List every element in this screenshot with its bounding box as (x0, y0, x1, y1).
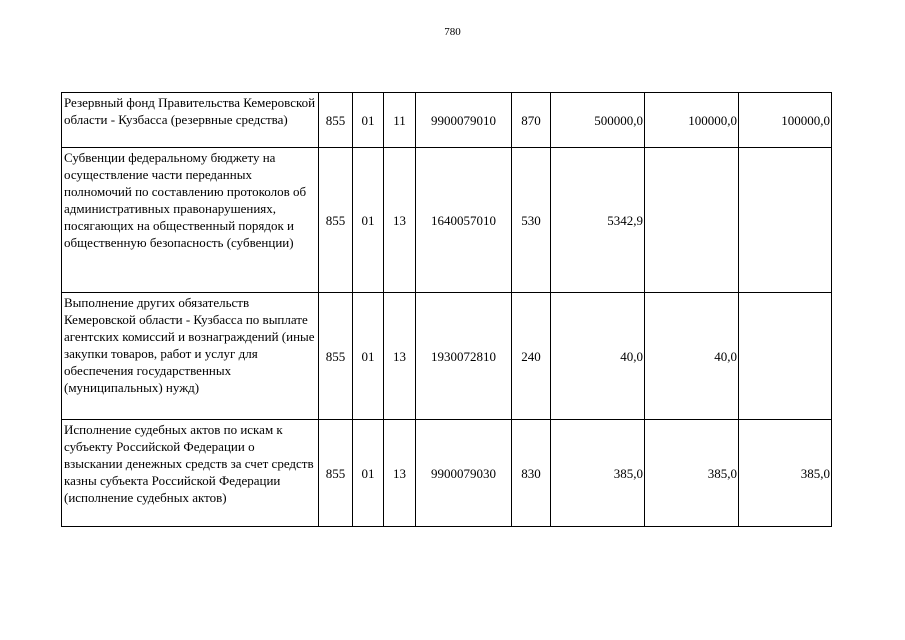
item-name-cell: Исполнение судебных актов по искам к субъекту Российской Федерации о взыскании денежных средств за счет средств казны субъекта Российской Федерации (исполнение судебных актов) (62, 420, 319, 527)
table-row (62, 420, 832, 527)
item-name-cell: Резервный фонд Правительства Кемеровской области - Кузбасса (резервные средства) (62, 93, 319, 148)
amount-cell-3: 100000,0 (739, 93, 832, 148)
amount-cell-3 (739, 293, 832, 420)
table-row (62, 148, 832, 293)
target-code-cell: 9900079010 (416, 93, 512, 148)
expense-type-cell: 870 (512, 93, 551, 148)
admin-code-cell: 855 (319, 148, 353, 293)
section-code-cell: 01 (353, 93, 384, 148)
admin-code-cell: 855 (319, 93, 353, 148)
amount-cell-1: 5342,9 (551, 148, 645, 293)
target-code-cell: 9900079030 (416, 420, 512, 527)
target-code-cell: 1640057010 (416, 148, 512, 293)
target-code-cell: 1930072810 (416, 293, 512, 420)
expense-type-cell: 530 (512, 148, 551, 293)
subsection-code-cell: 13 (384, 293, 416, 420)
section-code-cell: 01 (353, 420, 384, 527)
amount-cell-1: 40,0 (551, 293, 645, 420)
amount-cell-2: 385,0 (645, 420, 739, 527)
section-code-cell: 01 (353, 293, 384, 420)
expense-type-cell: 830 (512, 420, 551, 527)
table-row (62, 293, 832, 420)
table-row (62, 93, 832, 148)
amount-cell-2: 40,0 (645, 293, 739, 420)
amount-cell-2 (645, 148, 739, 293)
expense-type-cell: 240 (512, 293, 551, 420)
amount-cell-1: 500000,0 (551, 93, 645, 148)
budget-table (61, 92, 832, 527)
admin-code-cell: 855 (319, 293, 353, 420)
item-name-cell: Субвенции федеральному бюджету на осуществление части переданных полномочий по составлению протоколов об административных правонарушениях, посягающих на общественный порядок и общественную безопасность (субвенции) (62, 148, 319, 293)
subsection-code-cell: 11 (384, 93, 416, 148)
amount-cell-3: 385,0 (739, 420, 832, 527)
amount-cell-3 (739, 148, 832, 293)
subsection-code-cell: 13 (384, 148, 416, 293)
amount-cell-1: 385,0 (551, 420, 645, 527)
admin-code-cell: 855 (319, 420, 353, 527)
item-name-cell: Выполнение других обязательств Кемеровской области - Кузбасса по выплате агентских комиссий и вознаграждений (иные закупки товаров, работ и услуг для обеспечения государственных (муниципальных) нужд) (62, 293, 319, 420)
section-code-cell: 01 (353, 148, 384, 293)
page-number: 780 (444, 26, 461, 38)
amount-cell-2: 100000,0 (645, 93, 739, 148)
subsection-code-cell: 13 (384, 420, 416, 527)
